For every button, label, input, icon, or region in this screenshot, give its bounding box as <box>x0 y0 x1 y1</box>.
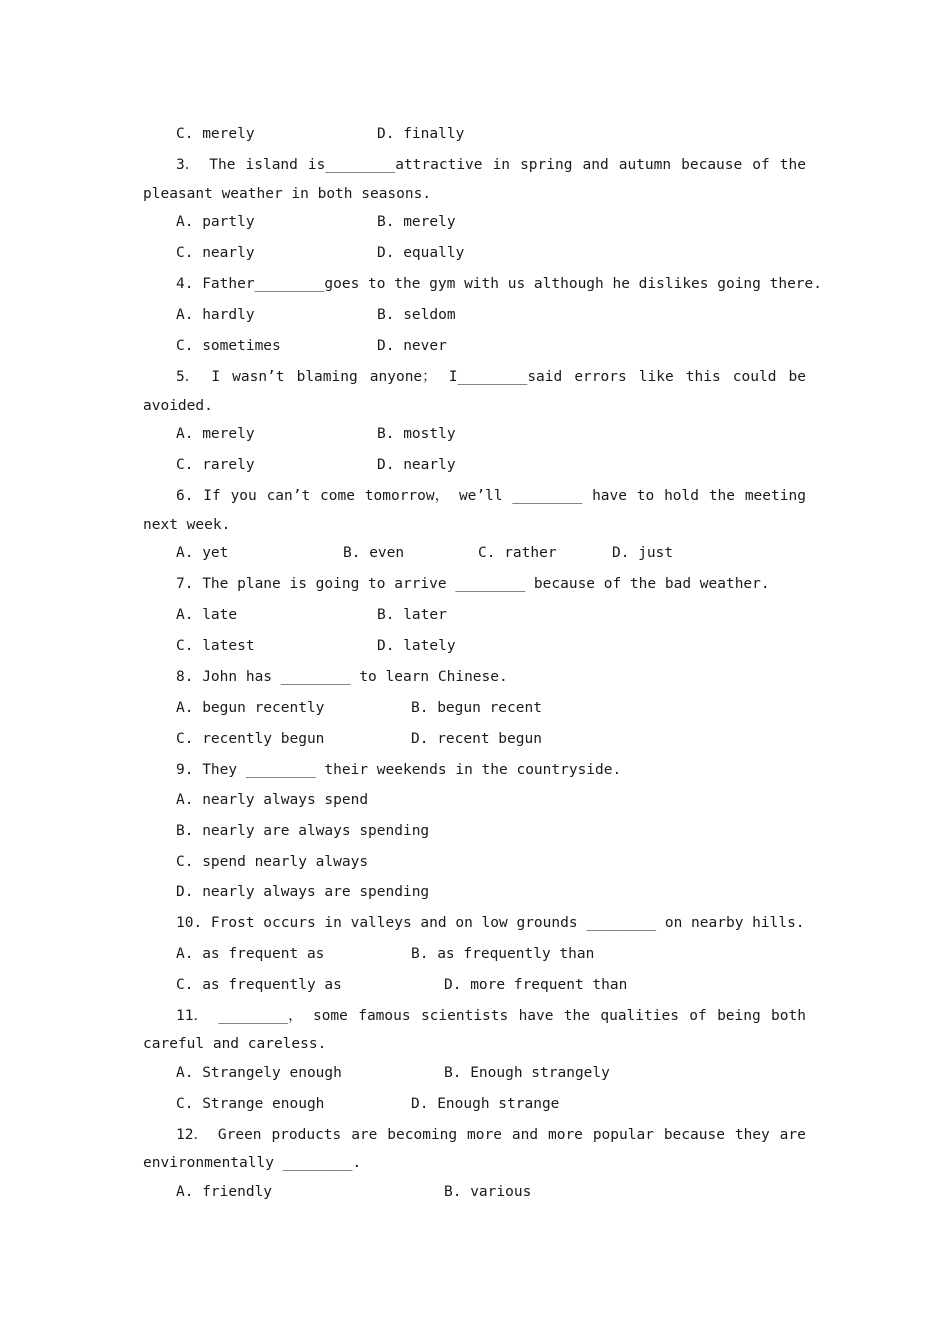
question-11 <box>176 1006 806 1026</box>
question-4: 4. Father________goes to the gym with us although he dislikes going there. <box>176 276 823 292</box>
word: blaming <box>296 369 358 385</box>
option-a: A. late <box>176 607 238 623</box>
option-a: A. hardly <box>176 307 255 323</box>
word: autumn <box>618 157 672 173</box>
word: ________ <box>512 488 583 504</box>
option-d: D. lately <box>377 638 456 654</box>
option-a: A. begun recently <box>176 700 325 716</box>
word: The <box>209 157 236 173</box>
word: Green <box>217 1127 262 1143</box>
word: becoming <box>387 1127 458 1143</box>
word: I________said <box>448 369 563 385</box>
option-a: A. yet <box>176 545 229 561</box>
option-b: B. merely <box>377 214 456 230</box>
option-b: B. various <box>444 1184 532 1200</box>
word: because <box>681 157 743 173</box>
option-c: C. as frequently as <box>176 977 342 993</box>
option-d: D. nearly <box>377 457 456 473</box>
question-6-continuation: next week. <box>143 517 231 533</box>
option-b: B. Enough strangely <box>444 1065 610 1081</box>
word: spring <box>520 157 573 173</box>
option-b: B. later <box>377 607 447 623</box>
question-8: 8. John has ________ to learn Chinese. <box>176 669 508 685</box>
option-d: D. just <box>612 545 674 561</box>
word: be <box>788 369 806 385</box>
question-9: 9. They ________ their weekends in the countryside. <box>176 762 622 778</box>
question-12 <box>176 1125 806 1145</box>
word: scientists <box>420 1008 509 1024</box>
question-7: 7. The plane is going to arrive ________ because of the bad weather. <box>176 576 770 592</box>
option-c: C. merely <box>176 126 255 142</box>
word: I <box>211 369 221 385</box>
word: some <box>312 1008 348 1024</box>
word: more <box>547 1127 583 1143</box>
option-b: B. begun recent <box>411 700 542 716</box>
word: this <box>685 369 721 385</box>
option-d: D. Enough strange <box>411 1096 560 1112</box>
option-c: C. Strange enough <box>176 1096 325 1112</box>
option-b: B. seldom <box>377 307 456 323</box>
word: the <box>708 488 736 504</box>
word: qualities <box>600 1008 679 1024</box>
word: hold <box>664 488 699 504</box>
question-5-continuation: avoided. <box>143 398 213 414</box>
word: and <box>582 157 609 173</box>
option-d: D. equally <box>377 245 465 261</box>
option-c: C. spend nearly always <box>176 854 369 870</box>
word: island <box>245 157 298 173</box>
option-c: C. recently begun <box>176 731 325 747</box>
word: and <box>511 1127 539 1143</box>
word: 12． <box>176 1127 208 1143</box>
option-d: D. more frequent than <box>444 977 628 993</box>
word: to <box>636 488 655 504</box>
option-d: D. recent begun <box>411 731 542 747</box>
word: If <box>203 488 221 504</box>
option-a: A. Strangely enough <box>176 1065 342 1081</box>
word: are <box>779 1127 806 1143</box>
word: they <box>734 1127 770 1143</box>
word: have <box>518 1008 554 1024</box>
option-d: D. finally <box>377 126 465 142</box>
option-a: A. merely <box>176 426 255 442</box>
word: could <box>732 369 777 385</box>
option-a: A. nearly always spend <box>176 792 369 808</box>
question-10: 10. Frost occurs in valleys and on low grounds ________ on nearby hills. <box>176 915 805 931</box>
option-d: D. never <box>377 338 447 354</box>
word: both <box>771 1008 806 1024</box>
word: in <box>492 157 511 173</box>
word: like <box>638 369 674 385</box>
word: have <box>592 488 627 504</box>
question-3-continuation: pleasant weather in both seasons. <box>143 186 432 202</box>
question-11-continuation: careful and careless. <box>143 1036 327 1052</box>
word: anyone； <box>369 369 437 385</box>
word: 3． <box>176 157 200 173</box>
word: the <box>779 157 806 173</box>
option-c: C. nearly <box>176 245 255 261</box>
option-a: A. friendly <box>176 1184 273 1200</box>
word: you <box>230 488 257 504</box>
question-12-continuation: environmentally ________. <box>143 1155 362 1171</box>
question-5 <box>176 367 806 387</box>
option-a: A. partly <box>176 214 255 230</box>
option-b: B. nearly are always spending <box>176 823 430 839</box>
word: because <box>663 1127 725 1143</box>
word: of <box>689 1008 707 1024</box>
word: being <box>717 1008 761 1024</box>
word: are <box>351 1127 378 1143</box>
option-a: A. as frequent as <box>176 946 325 962</box>
word: popular <box>592 1127 654 1143</box>
question-3 <box>176 155 806 175</box>
word: products <box>271 1127 342 1143</box>
word: 11． <box>176 1008 208 1024</box>
option-b: B. mostly <box>377 426 456 442</box>
word: errors <box>574 369 627 385</box>
option-c: C. latest <box>176 638 255 654</box>
word: 6. <box>176 488 194 504</box>
option-c: C. rarely <box>176 457 255 473</box>
word: come <box>320 488 355 504</box>
option-b: B. as frequently than <box>411 946 595 962</box>
word: tomorrow， <box>364 488 450 504</box>
question-6 <box>176 486 806 506</box>
word: 5． <box>176 369 200 385</box>
word: of <box>752 157 770 173</box>
word: we’ll <box>458 488 503 504</box>
word: ________， <box>218 1008 303 1024</box>
word: meeting <box>744 488 806 504</box>
word: can’t <box>266 488 311 504</box>
word: wasn’t <box>232 369 285 385</box>
word: is________attractive <box>307 157 483 173</box>
option-c: C. rather <box>478 545 557 561</box>
option-b: B. even <box>343 545 405 561</box>
word: famous <box>358 1008 411 1024</box>
word: more <box>467 1127 502 1143</box>
option-c: C. sometimes <box>176 338 281 354</box>
word: the <box>563 1008 591 1024</box>
option-d: D. nearly always are spending <box>176 884 430 900</box>
